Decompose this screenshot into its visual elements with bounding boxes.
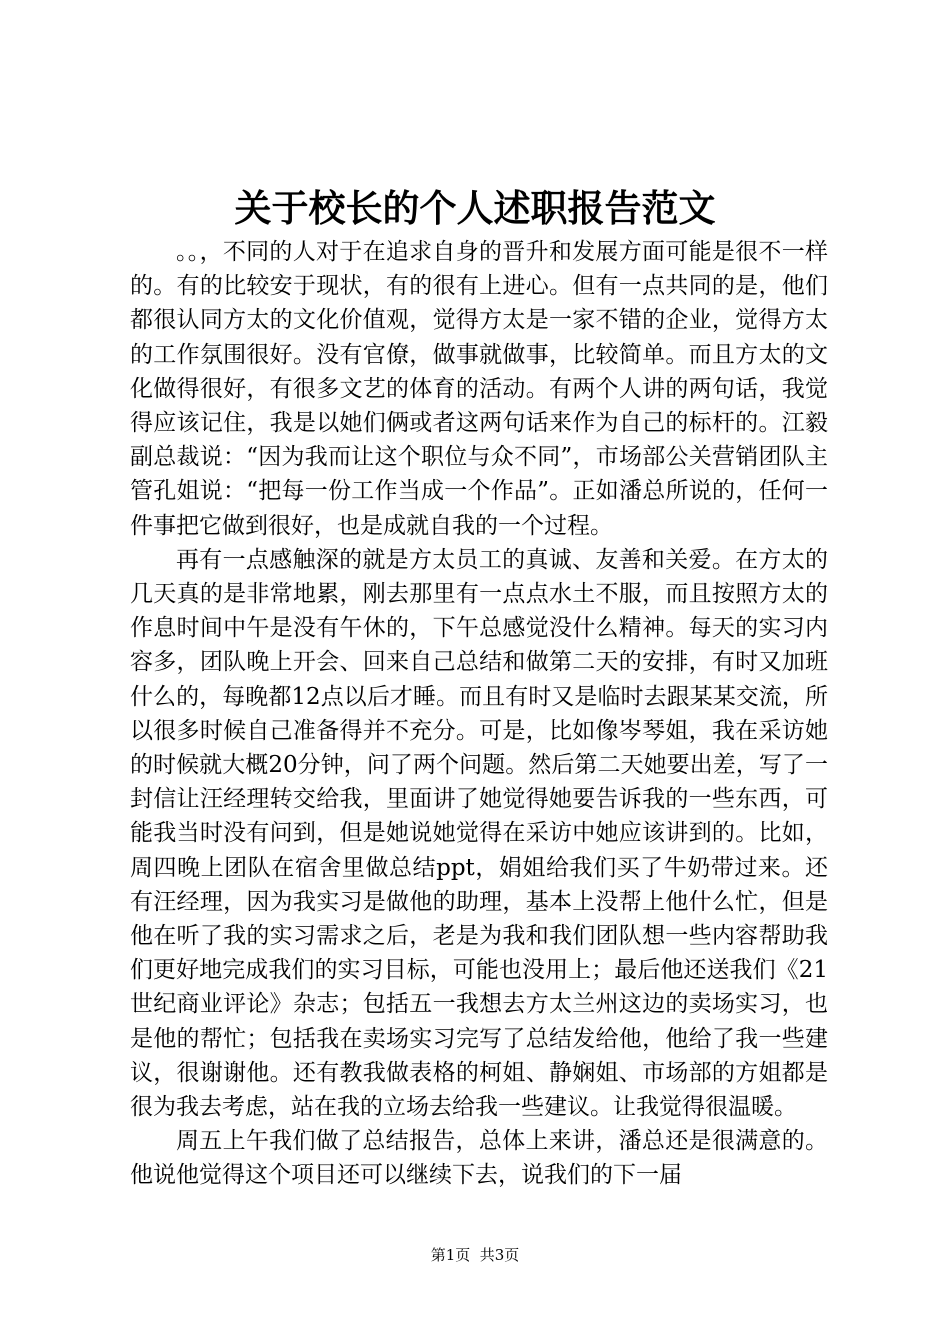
document-body xyxy=(130,235,828,1193)
document-title: 关于校长的个人述职报告范文 xyxy=(234,186,716,230)
paragraph-3: 周五上午我们做了总结报告，总体上来讲，潘总还是很满意的。他说他觉得这个项目还可以继续下去，说我们的下一届 xyxy=(130,1128,828,1189)
page-number: 第1页 共3页 xyxy=(430,1246,520,1264)
paragraph-2: 再有一点感触深的就是方太员工的真诚、友善和关爱。在方太的几天真的是非常地累，刚去那里有一点点水土不服，而且按照方太的作息时间中午是没有午休的，下午总感觉没什么精神。每天的实习内容多，团队晚上开会、回来自己总结和做第二天的安排，有时又加班什么的，每晚都12点以后才睡。而且有时又是临时去跟某某交流，所以很多时候自己准备得并不充分。可是，比如像岑琴姐，我在采访她的时候就大概20分钟，问了两个问题。然后第二天她要出差，写了一封信让汪经理转交给我，里面讲了她觉得她要告诉我的一些东西，可能我当时没有问到，但是她说她觉得在采访中她应该讲到的。比如，周四晚上团队在宿舍里做总结ppt，娟姐给我们买了牛奶带过来。还有汪经理，因为我实习是做他的助理，基本上没帮上他什么忙，但是他在听了我的实习需求之后，老是为我和我们团队想一些内容帮助我们更好地完成我们的实习目标，可能也没用上；最后他还送我们《21世纪商业评论》杂志；包括五一我想去方太兰州这边的卖场实习，也是他的帮忙；包括我在卖场实习完写了总结发给他，他给了我一些建议，很谢谢他。还有教我做表格的柯姐、静娴姐、市场部的方姐都是很为我去考虑，站在我的立场去给我一些建议。让我觉得很温暖。 xyxy=(130,546,828,1121)
paragraph-1: 。。，不同的人对于在追求自身的晋升和发展方面可能是很不一样的。有的比较安于现状，有的很有上进心。但有一点共同的是，他们都很认同方太的文化价值观，觉得方太是一家不错的企业，觉得方太的工作氛围很好。没有官僚，做事就做事，比较简单。而且方太的文化做得很好，有很多文艺的体育的活动。有两个人讲的两句话，我觉得应该记住，我是以她们俩或者这两句话来作为自己的标杆的。江毅副总裁说：“因为我而让这个职位与众不同”，市场部公关营销团队主管孔姐说：“把每一份工作当成一个作品”。正如潘总所说的，任何一件事把它做到很好，也是成就自我的一个过程。 xyxy=(130,239,828,539)
page-footer xyxy=(0,1245,950,1265)
